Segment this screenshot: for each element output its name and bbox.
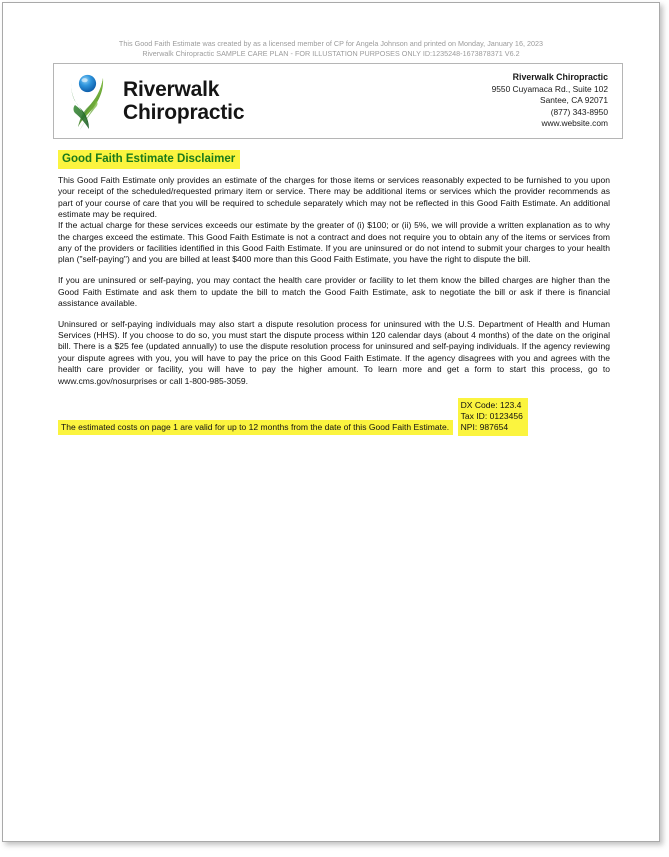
print-header-line-1: This Good Faith Estimate was created by as a licensed member of CP for Angela Johnson and printed on Monday, January 16, 2023 bbox=[118, 39, 544, 48]
contact-city-state-zip: Santee, CA 92071 bbox=[540, 95, 608, 106]
paragraph-1: This Good Faith Estimate only provides an estimate of the charges for those items or services reasonably expected to be furnished to you upon your receipt of the scheduled/requested primary item or service. There may be additional items or services which the provider recommends as part of your course of care that you will be required to schedule separately which may not be reflected in this Good Faith Estimate. An additional estimate may be required. bbox=[58, 175, 610, 220]
contact-street: 9550 Cuyamaca Rd., Suite 102 bbox=[491, 83, 608, 94]
brand-name bbox=[123, 78, 244, 124]
print-header-line-2: Riverwalk Chiropractic SAMPLE CARE PLAN - FOR ILLUSTATION PURPOSES ONLY ID:1235248-1673878371 V6.2 bbox=[142, 49, 520, 59]
paragraph-2: If the actual charge for these services exceeds our estimate by the greater of (i) $100; or (ii) 5%, we will provide a written explanation as to why the charges exceed the estimate. This Good Faith Estimate is not a contract and does not require you to obtain any of the items or services from any of the providers or facilities identified in this Good Faith Estimate. If you are uninsured or do not intend to submit your charges to your health plan ("self-paying") and you are billed at least $400 more than this Good Faith Estimate, you have the right to dispute the bill. bbox=[58, 220, 610, 265]
document-body bbox=[58, 149, 610, 436]
brand-block bbox=[54, 71, 244, 131]
codes-block bbox=[458, 398, 528, 437]
document-page bbox=[2, 2, 660, 842]
npi-number: NPI: 987654 bbox=[460, 422, 509, 433]
paragraph-3: If you are uninsured or self-paying, you may contact the health care provider or facility to let them know the billed charges are higher than the Good Faith Estimate and ask them to update the bill to match the Good Faith Estimate, ask to negotiate the bill or ask if there is financial assistance available. bbox=[58, 275, 610, 308]
contact-practice-name: Riverwalk Chiropractic bbox=[512, 72, 608, 83]
dx-code: DX Code: 123.4 bbox=[460, 399, 522, 410]
print-header bbox=[3, 39, 659, 60]
leaf-person-logo-icon bbox=[63, 71, 111, 131]
paragraph-4: Uninsured or self-paying individuals may also start a dispute resolution process for uninsured with the U.S. Department of Health and Human Services (HHS). If you choose to do so, you must start the dispute process within 120 calendar days (about 4 months) of the date on the original bill. There is a $25 fee (updated annually) to use the dispute resolution process for uninsured and self-paying individuals. If the agency reviewing your dispute agrees with you, you will have to pay the price on this Good Faith Estimate. If the agency disagrees with you and agrees with the health care provider or facility, you will have to pay the higher amount. To learn more and get a form to start this process, go to www.cms.gov/nosurprises or call 1-800-985-3059. bbox=[58, 318, 610, 386]
contact-phone: (877) 343-8950 bbox=[550, 106, 608, 117]
contact-website: www.website.com bbox=[541, 118, 608, 129]
validity-note: The estimated costs on page 1 are valid for up to 12 months from the date of this Good Faith Estimate. bbox=[58, 420, 453, 435]
brand-name-line-1: Riverwalk bbox=[123, 78, 220, 101]
tax-id: Tax ID: 0123456 bbox=[460, 411, 523, 422]
page-title: Good Faith Estimate Disclaimer bbox=[58, 150, 240, 169]
brand-name-line-2: Chiropractic bbox=[123, 101, 245, 124]
letterhead bbox=[53, 63, 623, 139]
contact-block bbox=[492, 72, 622, 130]
